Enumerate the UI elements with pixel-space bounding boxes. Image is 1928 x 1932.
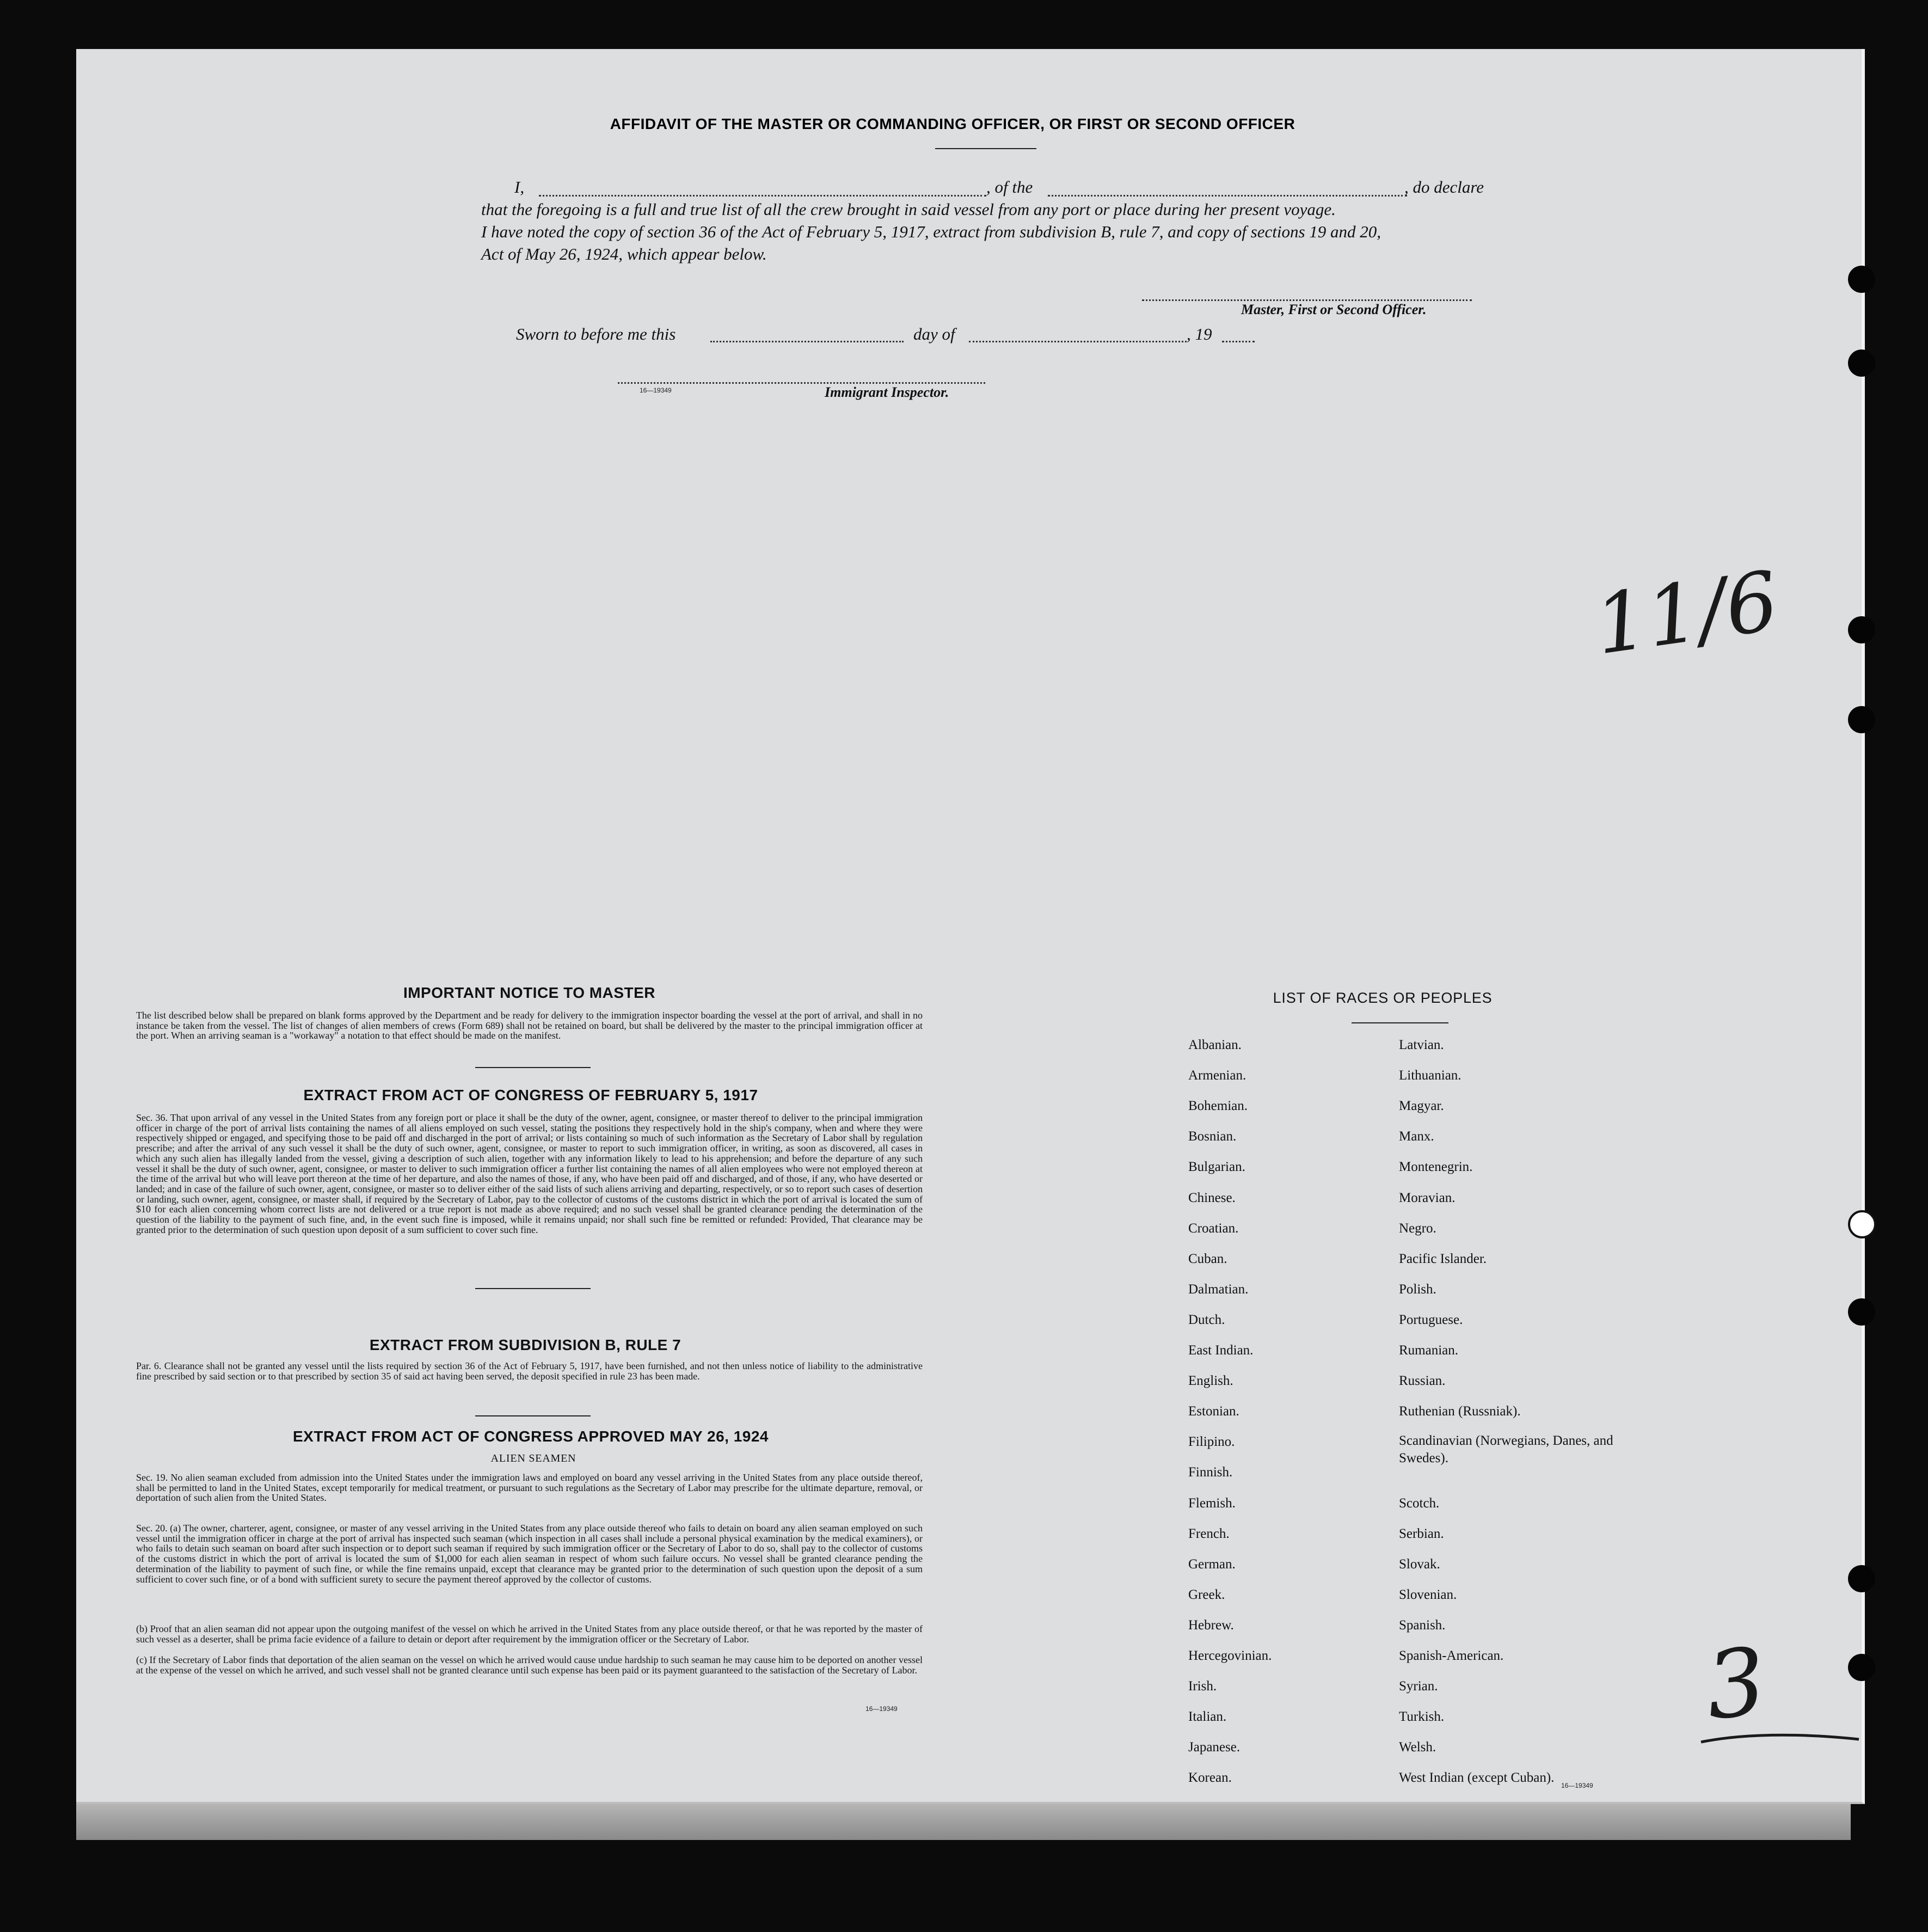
notice-title: IMPORTANT NOTICE TO MASTER	[403, 984, 656, 1001]
race-item: Latvian.	[1399, 1038, 1444, 1052]
extract-1924-sec20c: (c) If the Secretary of Labor finds that deportation of the alien seaman on the vessel on which he arrived would cause undue hardship to such seaman he may cause him to be deported on another vessel at the expense of the vessel on which he arrived, and such vessel shall not be granted clearance until such expense has been paid or its payment guaranteed to the satisfaction of the Secretary of Labor.	[136, 1654, 923, 1676]
race-item: Armenian.	[1188, 1068, 1247, 1083]
affidavit-i-label: I,	[514, 177, 525, 197]
extract-form-number: 16—19349	[865, 1705, 898, 1713]
affidavit-title: AFFIDAVIT OF THE MASTER OR COMMANDING OFFICER, OR FIRST OR SECOND OFFICER	[610, 115, 1295, 132]
race-item: Slovenian.	[1399, 1587, 1457, 1602]
extract-rule7-body: Par. 6. Clearance shall not be granted any vessel until the lists required by section 36 of the Act of February 5, 1917, have been furnished, and not then unless notice of liability to the administrative fine prescribed by said section or to that prescribed by section 35 of said act having been served, the deposit specified in rule 23 has been made.	[136, 1360, 923, 1382]
race-item: Croatian.	[1188, 1220, 1239, 1236]
race-item: Turkish.	[1399, 1709, 1445, 1725]
punch-hole	[1848, 1210, 1876, 1238]
signature-label: Master, First or Second Officer.	[1241, 302, 1427, 317]
race-item: Pacific Islander.	[1399, 1251, 1487, 1266]
race-item: Italian.	[1188, 1709, 1227, 1725]
extract-1917-title: EXTRACT FROM ACT OF CONGRESS OF FEBRUARY 5, 1917	[303, 1087, 758, 1103]
extract-rule7-divider	[475, 1415, 591, 1416]
race-item: Albanian.	[1188, 1038, 1242, 1052]
affidavit-form-number: 16—19349	[640, 387, 672, 394]
race-item: Montenegrin.	[1399, 1160, 1473, 1175]
month-blank	[969, 341, 1187, 342]
punch-hole	[1848, 1565, 1875, 1592]
race-item: Irish.	[1188, 1679, 1217, 1694]
year-blank	[1222, 341, 1255, 342]
extract-rule7-title: EXTRACT FROM SUBDIVISION B, RULE 7	[369, 1336, 681, 1353]
sworn-day-blank	[710, 341, 904, 342]
handwritten-page-fraction: 11/6	[1589, 554, 1784, 673]
extract-1924-title: EXTRACT FROM ACT OF CONGRESS APPROVED MAY 26, 1924	[293, 1428, 769, 1445]
affidavit-line-3: I have noted the copy of section 36 of the Act of February 5, 1917, extract from subdivision B, rule 7, and copy of sections 19 and 20,	[481, 222, 1381, 241]
race-item: German.	[1188, 1556, 1236, 1572]
race-item: Spanish.	[1399, 1617, 1446, 1633]
race-item: Cuban.	[1188, 1251, 1227, 1266]
race-item: Dutch.	[1188, 1312, 1225, 1327]
race-item: Japanese.	[1188, 1740, 1241, 1755]
race-item: Welsh.	[1399, 1740, 1436, 1755]
punch-hole	[1848, 1654, 1875, 1681]
punch-hole	[1848, 266, 1875, 293]
race-item: Bohemian.	[1188, 1099, 1248, 1114]
inspector-signature-blank	[618, 382, 985, 384]
day-of-label: day of	[913, 324, 955, 344]
extract-1917-divider	[475, 1288, 591, 1289]
race-item: West Indian (except Cuban).	[1399, 1770, 1555, 1786]
alien-seamen-subtitle: ALIEN SEAMEN	[490, 1452, 576, 1464]
race-item: Slovak.	[1399, 1556, 1440, 1572]
race-item: Serbian.	[1399, 1526, 1444, 1541]
race-item: Bosnian.	[1188, 1129, 1237, 1144]
race-item: Filipino.	[1188, 1434, 1235, 1450]
races-divider	[1352, 1022, 1448, 1023]
extract-1924-sec20b: (b) Proof that an alien seaman did not appear upon the outgoing manifest of the vessel on which he arrived in the United States from any place outside thereof, or that he was reported by the master of such vessel as a deserter, shall be prima facie evidence of a failure to detain or deport after requirement by the immigration officer or the Secretary of Labor.	[136, 1623, 923, 1645]
race-item: Negro.	[1399, 1220, 1436, 1236]
signature-blank	[1142, 299, 1472, 301]
race-item: East Indian.	[1188, 1343, 1254, 1358]
race-item: Polish.	[1399, 1281, 1436, 1297]
races-form-number: 16—19349	[1561, 1782, 1593, 1789]
punch-hole	[1848, 349, 1875, 377]
extract-1917-body: Sec. 36. That upon arrival of any vessel in the United States from any foreign port or place it shall be the duty of the owner, agent, consignee, or master thereof to deliver to the principal immigration officer in charge of the port of arrival lists containing the names of all aliens employed on such vessel, stating the positions they respectively hold in the ship's company, when and where they were respectively shipped or engaged, and specifying those to be paid off and discharged in the port of arrival; or lists containing so much of such information as the Secretary of Labor shall by regulation prescribe; and after the arrival of any such vessel it shall be the duty of such owner, agent, consignee, or master to report to such immigration officer, in writing, as soon as discovered, all cases in which any such alien has illegally landed from the vessel, giving a description of such alien, together with any information likely to lead to his apprehension; and before the departure of any such vessel it shall be the duty of such owner, agent, consignee, or master to deliver to such immigration officer a further list containing the names of all alien employees who were not employed thereon at the time of the arrival but who will leave port thereon at the time of her departure, and also the names of those, if any, who have been paid off and discharged, and of those, if any, who have deserted or landed; and in case of the failure of such owner, agent, consignee, or master so to deliver either of the said lists of such aliens arriving and departing, respectively, or so to report such cases of desertion or landing, such owner, agent, consignee, or master shall, if required by the Secretary of Labor, pay to the collector of customs of the customs district in which the port of arrival is located the sum of $10 for each alien concerning whom correct lists are not delivered or a true report is not made as above required; and no such vessel shall be granted clearance pending the determination of the question of the liability to the payment of such fine, and, in the event such fine is imposed, while it remains unpaid; nor shall such fine be remitted or refunded: Provided, That clearance may be granted prior to the determination of such question upon deposit of a sum sufficient to cover such fine.	[136, 1112, 923, 1235]
race-item: Flemish.	[1188, 1495, 1236, 1511]
race-item: Russian.	[1399, 1373, 1446, 1389]
affidavit-line-2: that the foregoing is a full and true list of all the crew brought in said vessel from any port or place during her present voyage.	[481, 200, 1336, 219]
race-item: Scandinavian (Norwegians, Danes, and Swedes).	[1399, 1433, 1613, 1466]
race-item: Lithuanian.	[1399, 1068, 1462, 1083]
race-item: Chinese.	[1188, 1190, 1236, 1205]
punch-hole	[1848, 706, 1875, 733]
inspector-label: Immigrant Inspector.	[825, 384, 949, 400]
races-title: LIST OF RACES OR PEOPLES	[1273, 990, 1493, 1006]
affidavit-line-4: Act of May 26, 1924, which appear below.	[481, 244, 767, 263]
race-item: English.	[1188, 1373, 1233, 1389]
race-item: Magyar.	[1399, 1099, 1444, 1114]
handwritten-underline	[1698, 1728, 1862, 1750]
race-item: Syrian.	[1399, 1679, 1438, 1694]
race-item: Scotch.	[1399, 1495, 1440, 1511]
sworn-label: Sworn to before me this	[516, 324, 676, 344]
race-item: Manx.	[1399, 1129, 1434, 1144]
punch-hole	[1848, 616, 1875, 643]
year-label: , 19	[1187, 324, 1212, 344]
punch-hole	[1848, 1298, 1875, 1326]
race-item: Portuguese.	[1399, 1312, 1463, 1327]
race-item: Korean.	[1188, 1770, 1232, 1786]
title-divider	[935, 148, 1036, 149]
race-item: Ruthenian (Russniak).	[1399, 1404, 1521, 1419]
extract-1924-sec19: Sec. 19. No alien seaman excluded from admission into the United States under the immigration laws and employed on board any vessel arriving in the United States from any place outside thereof, shall be permitted to land in the United States, except temporarily for medical treatment, or pursuant to such regulations as the Secretary of Labor may prescribe for the ultimate departure, removal, or deportation of such alien from the United States.	[136, 1472, 923, 1504]
notice-body: The list described below shall be prepared on blank forms approved by the Department and be ready for delivery to the immigration inspector boarding the vessel at the port of arrival, and shall in no instance be taken from the vessel. The list of changes of alien members of crews (Form 689) shall not be retained on board, but shall be delivered by the master to the principal immigration officer at the port. When an arriving seaman is a "workaway" a notation to that effect should be made on the manifest.	[136, 1010, 923, 1041]
do-declare-label: , do declare	[1404, 177, 1484, 197]
race-item: Bulgarian.	[1188, 1160, 1245, 1175]
lower-sheet-edge	[76, 1802, 1851, 1840]
race-item: French.	[1188, 1526, 1230, 1541]
handwritten-sheet-number: 3	[1700, 1627, 1771, 1741]
race-item: Hebrew.	[1188, 1617, 1234, 1633]
notice-divider	[475, 1067, 591, 1068]
race-item: Estonian.	[1188, 1404, 1239, 1419]
race-item: Rumanian.	[1399, 1343, 1459, 1358]
race-item: Greek.	[1188, 1587, 1225, 1602]
race-item: Spanish-American.	[1399, 1648, 1504, 1663]
name-blank	[539, 195, 986, 197]
race-item: Dalmatian.	[1188, 1281, 1249, 1297]
of-the-label: , of the	[986, 177, 1033, 197]
vessel-blank	[1048, 195, 1407, 197]
race-item: Finnish.	[1188, 1465, 1233, 1480]
race-item: Hercegovinian.	[1188, 1648, 1272, 1663]
race-item: Moravian.	[1399, 1190, 1456, 1205]
extract-1924-sec20a: Sec. 20. (a) The owner, charterer, agent, consignee, or master of any vessel arriving in the United States from any place outside thereof who fails to detain on board any alien seaman employed on such vessel until the immigration officer in charge at the port of arrival has inspected such seaman (which inspection in all cases shall include a personal physical examination by the medical examiners), or who fails to detain such seaman on board after such inspection or to deport such seaman if required by such immigration officer or the Secretary of Labor to do so, shall pay to the collector of customs of the customs district in which the port of arrival is located the sum of $1,000 for each alien seaman in respect of whom such failure occurs. No vessel shall be granted clearance pending the determination of the liability to payment of such fine, or while the fine remains unpaid, except that clearance may be granted prior to the determination of such question upon the deposit of a sum sufficient to cover such fine, or of a bond with sufficient surety to secure the payment thereof approved by the collector of customs.	[136, 1523, 923, 1585]
